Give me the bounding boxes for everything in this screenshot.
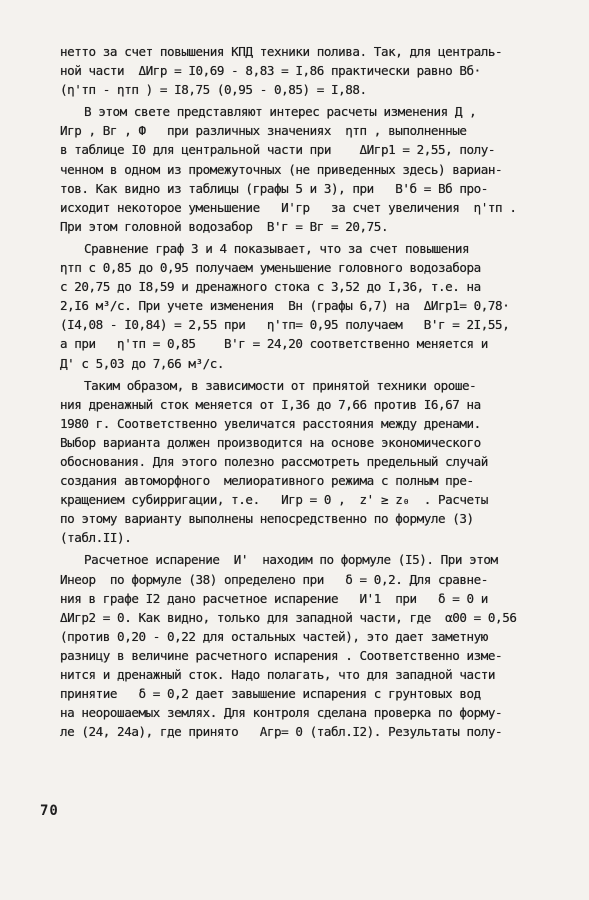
text-line: принятие δ = 0,2 дает завышение испарения с грунтовых вод: [60, 686, 481, 702]
text-line: Таким образом, в зависимости от принятой техники ороше-: [84, 377, 477, 393]
text-line: (против 0,20 - 0,22 для остальных частей), это дает заметную: [60, 628, 488, 644]
text-line: 2,I6 м³/с. При учете изменения Вн (графы 6,7) на ΔИгр1= 0,78·: [60, 298, 510, 314]
body-text: [60, 42, 561, 741]
text-line: обоснования. Для этого полезно рассмотреть предельный случай: [60, 453, 488, 469]
text-line: а при η'тп = 0,85 В'г = 24,20 соответственно меняется и: [60, 336, 488, 352]
text-line: кращением субирригации, т.е. Игр = 0 , z' ≥ z₀ . Расчеты: [60, 492, 488, 508]
text-line: ле (24, 24а), где принято Агр= 0 (табл.I2). Результаты полу-: [60, 724, 503, 740]
paragraph: [60, 102, 561, 236]
text-line: ной части ΔИгр = I0,69 - 8,83 = I,86 практически равно Вб·: [60, 63, 481, 79]
text-line: на неорошаемых землях. Для контроля сделана проверка по форму-: [60, 705, 503, 721]
text-line: Сравнение граф 3 и 4 показывает, что за счет повышения: [84, 240, 470, 256]
text-line: разницу в величине расчетного испарения . Соответственно изме-: [60, 647, 503, 663]
paragraph: [60, 376, 561, 548]
text-line: нетто за счет повышения КПД техники полива. Так, для централь-: [60, 44, 503, 59]
text-line: (I4,08 - I0,84) = 2,55 при η'тп= 0,95 получаем В'г = 2I,55,: [60, 317, 510, 333]
text-line: При этом головной водозабор В'г = Вг = 20,75.: [60, 218, 389, 234]
text-line: ΔИгр2 = 0. Как видно, только для западной части, где α00 = 0,56: [60, 609, 517, 625]
text-line: (η'тп - ηтп ) = I8,75 (0,95 - 0,85) = I,88.: [60, 82, 367, 98]
paragraph: [60, 42, 561, 99]
text-line: нится и дренажный сток. Надо полагать, что для западной части: [60, 667, 496, 682]
text-line: ния дренажный сток меняется от I,36 до 7,66 против I6,67 на: [60, 396, 481, 412]
paragraph: [60, 239, 561, 373]
text-line: ния в графе I2 дано расчетное испарение И'1 при δ = 0 и: [60, 590, 488, 606]
text-line: Расчетное испарение И' находим по формуле (I5). При этом: [84, 552, 498, 568]
text-line: по этому варианту выполнены непосредственно по формуле (3): [60, 511, 474, 527]
text-line: (табл.II).: [60, 530, 132, 546]
text-line: создания автоморфного мелиоративного режима с полным пре-: [60, 473, 474, 489]
text-line: ченном в одном из промежуточных (не приведенных здесь) вариан-: [60, 161, 503, 177]
text-line: 1980 г. Соответственно увеличатся расстояния между дренами.: [60, 415, 481, 431]
page-number: 70: [40, 803, 59, 819]
text-line: ηтп с 0,85 до 0,95 получаем уменьшение головного водозабора: [60, 260, 481, 276]
text-line: исходит некоторое уменьшение И'гр за счет увеличения η'тп .: [60, 199, 517, 215]
text-line: в таблице I0 для центральной части при ΔИгр1 = 2,55, полу-: [60, 142, 496, 158]
text-line: Инеор по формуле (38) определено при δ = 0,2. Для сравне-: [60, 571, 488, 587]
text-line: В этом свете представляют интерес расчеты изменения Д ,: [84, 104, 477, 120]
text-line: Выбор варианта должен производится на основе экономического: [60, 434, 481, 450]
text-line: тов. Как видно из таблицы (графы 5 и 3), при В'б = Вб про-: [60, 180, 488, 196]
text-line: с 20,75 до I8,59 и дренажного стока с 3,52 до I,36, т.е. на: [60, 279, 481, 295]
paragraph: [60, 550, 561, 741]
text-line: Д' с 5,03 до 7,66 м³/с.: [60, 355, 225, 371]
text-line: Игр , Вг , Ф при различных значениях ηтп , выполненные: [60, 123, 467, 139]
